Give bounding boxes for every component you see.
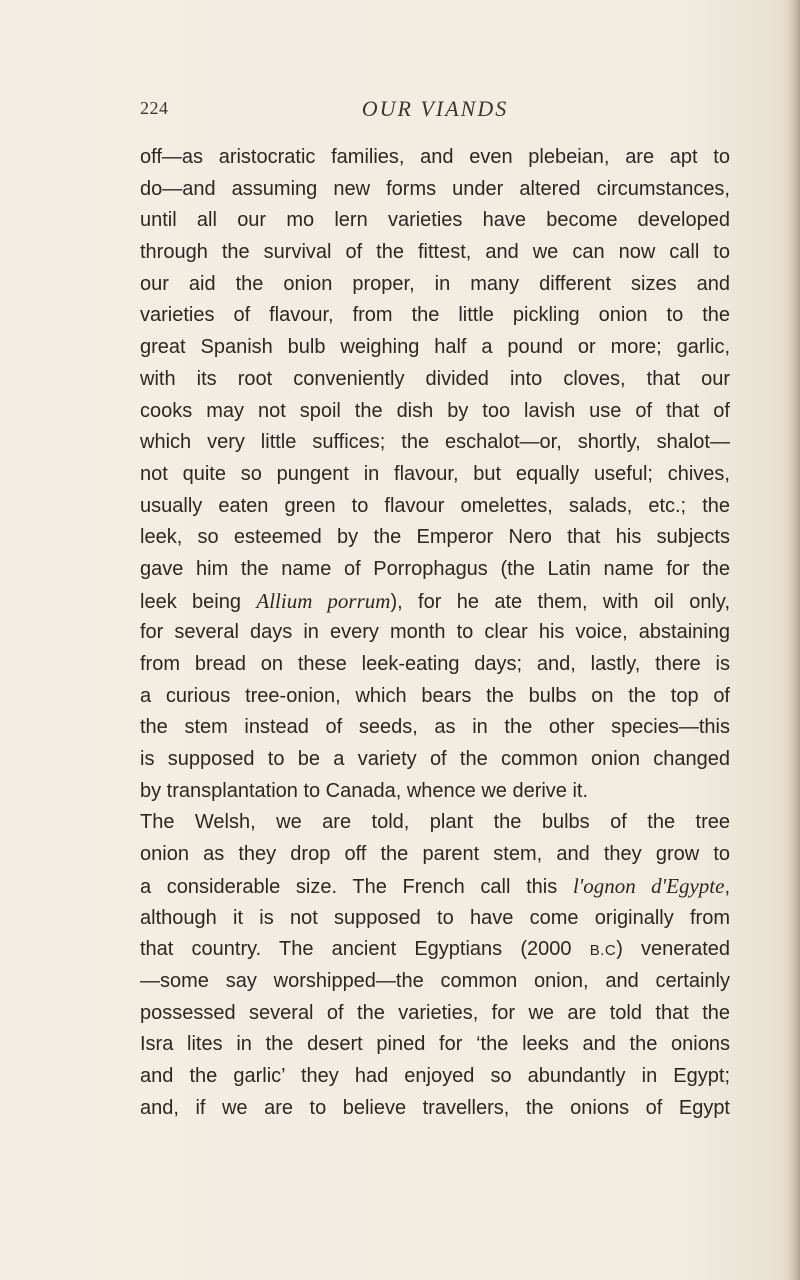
text-line: by transplantation to Canada, whence we derive it. <box>140 779 589 802</box>
text-fragment: ) venerated <box>616 938 730 961</box>
text-line: off—as aristocratic families, and even plebeian, are apt to <box>140 146 730 168</box>
text-fragment: a considerable size. The French call this <box>140 875 573 898</box>
text-line: Isra lites in the desert pined for ‘the leeks and the onions <box>140 1033 730 1056</box>
text-line: for several days in every month to clear his voice, abstaining <box>140 621 730 644</box>
text-line: and the garlic’ they had enjoyed so abundantly in Egypt; <box>140 1064 730 1087</box>
body-text <box>140 142 730 1124</box>
text-line: —some say worshipped—the common onion, and certainly <box>140 969 730 992</box>
text-line-with-italic <box>140 586 730 618</box>
text-line: from bread on these leek-eating days; and, lastly, there is <box>140 653 730 675</box>
text-line: which very little suffices; the eschalot—or, shortly, shalot— <box>140 431 730 454</box>
text-line: through the survival of the fittest, and we can now call to <box>140 241 730 264</box>
text-fragment: ), for he ate them, with oil only, <box>390 590 730 613</box>
text-line: do—and assuming new forms under altered circumstances, <box>140 177 730 200</box>
text-line: our aid the onion proper, in many different sizes and <box>140 272 730 295</box>
text-line: cooks may not spoil the dish by too lavish use of that of <box>140 399 730 422</box>
text-line: gave him the name of Porrophagus (the Latin name for the <box>140 557 730 580</box>
text-line-with-small-caps <box>140 934 730 966</box>
text-line: possessed several of the varieties, for we are told that the <box>140 1001 730 1024</box>
italic-french-name: l'ognon d'Egypte <box>572 873 725 898</box>
text-fragment: that country. The ancient Egyptians (2000 <box>140 938 590 961</box>
text-line: great Spanish bulb weighing half a pound or more; garlic, <box>140 336 730 359</box>
page-edge-shadow <box>786 0 800 1280</box>
page-title: OUR VIANDS <box>361 96 509 121</box>
small-caps-era: B.C <box>589 942 617 960</box>
text-line-with-italic <box>140 871 730 903</box>
text-line: is supposed to be a variety of the common onion changed <box>140 748 730 771</box>
text-line: usually eaten green to flavour omelettes, salads, etc.; the <box>140 494 730 517</box>
page-number: 224 <box>140 98 169 118</box>
text-line: although it is not supposed to have come originally from <box>140 906 730 929</box>
text-line: with its root conveniently divided into cloves, that our <box>140 367 730 390</box>
text-fragment: leek being <box>140 590 257 613</box>
text-line: and, if we are to believe travellers, the onions of Egypt <box>140 1096 730 1119</box>
text-line: onion as they drop off the parent stem, and they grow to <box>140 843 730 866</box>
text-line: a curious tree-onion, which bears the bulbs on the top of <box>140 684 730 707</box>
text-line: until all our mo lern varieties have become developed <box>140 209 730 232</box>
italic-latin-name: Allium porrum <box>256 588 391 613</box>
text-line: not quite so pungent in flavour, but equally useful; chives, <box>140 462 730 485</box>
text-line: The Welsh, we are told, plant the bulbs of the tree <box>140 811 730 834</box>
text-line: leek, so esteemed by the Emperor Nero that his subjects <box>140 526 730 549</box>
text-line: varieties of flavour, from the little pickling onion to the <box>140 304 730 327</box>
text-fragment: , <box>724 875 730 898</box>
running-head <box>140 96 730 126</box>
text-line: the stem instead of seeds, as in the other species—this <box>140 716 730 739</box>
